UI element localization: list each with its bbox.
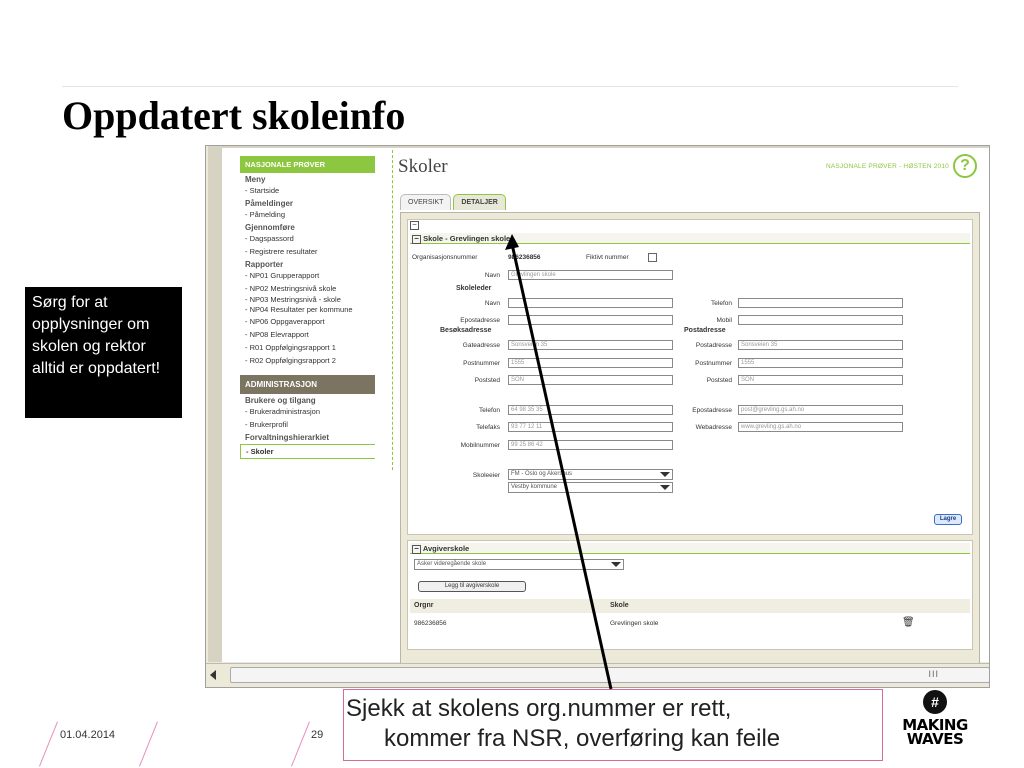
nav-item-np06[interactable]: - NP06 Oppgaverapport [245,317,325,326]
legg-til-avgiverskole-button[interactable]: Legg til avgiverskole [418,581,526,592]
webadresse-field[interactable]: www.grevling.gs.ah.no [738,422,903,432]
logo-ball-icon: # [923,690,947,714]
besoksadresse-heading: Besøksadresse [440,327,492,334]
nav-item-skoler[interactable]: - Skoler [240,444,375,459]
making-waves-logo [900,690,970,760]
callout-box: Sørg for at opplysninger om skolen og rektor alltid er oppdatert! [25,287,182,418]
postnummer2-field[interactable]: 1555 [738,358,903,368]
nav-item-brukerprofil[interactable]: - Brukerprofil [245,420,288,429]
telefon-label: Telefon [479,407,500,414]
page-title: Skoler [398,156,448,177]
telefaks-field[interactable]: 93 77 12 11 [508,422,673,432]
collapse-all-icon[interactable]: − [410,221,419,230]
postnummer2-label: Postnummer [695,360,732,367]
arrow-head [505,234,519,250]
row-orgnr: 986236856 [414,620,447,627]
skoleeier-select-2-value: Vestby kommune [511,484,558,490]
telefaks-label: Telefaks [476,424,500,431]
nav-item-np03[interactable]: - NP03 Mestringsnivå - skole [245,295,341,304]
school-section-title: Skole - Grevlingen skole [423,234,511,243]
nav-item-r02[interactable]: - R02 Oppfølgingsrapport 2 [245,356,336,365]
col-skole: Skole [610,602,629,609]
leder-navn-label: Navn [484,300,500,307]
scrollbar-grip: III [928,669,939,679]
telefon-field[interactable]: 64 98 35 35 [508,405,673,415]
nav-item-dagspassord[interactable]: - Dagspassord [245,234,294,243]
nav-item-startside[interactable]: - Startside [245,186,280,195]
mobilnummer-field[interactable]: 99 25 86 42 [508,440,673,450]
nav-section-rapporter: Rapporter [245,260,284,269]
org-value: 986236856 [508,254,541,261]
nav-section-pameldinger: Påmeldinger [245,199,294,208]
postnummer-label: Postnummer [463,360,500,367]
lagre-button[interactable]: Lagre [934,514,962,525]
skoleleder-heading: Skoleleder [456,285,492,292]
avgiver-select-value: Asker videregående skole [417,561,487,567]
leder-epost-label: Epostadresse [460,317,500,324]
poststed-field[interactable]: SON [508,375,673,385]
nav-item-registrere-resultater[interactable]: - Registrere resultater [245,247,318,256]
nav-item-pamelding[interactable]: - Påmelding [245,210,286,219]
fiktivt-label: Fiktivt nummer [586,254,629,261]
period-label: NASJONALE PRØVER - HØSTEN 2010 [825,163,949,170]
skoleeier-select-1-value: FM - Oslo og Akershus [511,471,573,477]
postnummer-field[interactable]: 1555 [508,358,673,368]
help-icon[interactable]: ? [953,154,977,178]
slide-title: Oppdatert skoleinfo [62,93,406,138]
nav-item-np02[interactable]: - NP02 Mestringsnivå skole [245,284,337,293]
collapse-school-icon[interactable]: − [412,235,421,244]
col-orgnr: Orgnr [414,602,434,609]
epost2-label: Epostadresse [692,407,732,414]
nav-item-brukeradministrasjon[interactable]: - Brukeradministrasjon [245,407,321,416]
postadresse-field[interactable]: Sonsveien 35 [738,340,903,350]
poststed-label: Poststed [474,377,500,384]
poststed2-label: Poststed [706,377,732,384]
nav-admin-header[interactable]: ADMINISTRASJON [240,375,375,394]
navn-label: Navn [484,272,500,279]
tab-detaljer[interactable]: DETALJER [453,194,505,210]
logo-text: MAKING WAVES [902,716,968,748]
nav-header[interactable]: NASJONALE PRØVER [240,156,375,173]
footer-page-number: 29 [311,729,324,741]
nav-item-np08[interactable]: - NP08 Elevrapport [245,330,309,339]
nav-section-forvaltning: Forvaltningshierarkiet [245,433,330,442]
footer-date: 01.04.2014 [60,729,116,741]
tab-oversikt[interactable]: OVERSIKT [400,194,451,210]
skoleeier-label: Skoleeier [472,472,500,479]
webadresse-label: Webadresse [695,424,732,431]
poststed2-field[interactable]: SON [738,375,903,385]
collapse-avgiver-icon[interactable]: − [412,545,421,554]
gateadresse-label: Gateadresse [462,342,500,349]
nav-section-gjennomfore: Gjennomføre [245,223,295,232]
arrow-line [512,244,611,689]
avgiver-section-title: Avgiverskole [422,544,470,553]
nav-section-meny: Meny [245,175,266,184]
leder-mobil-label: Mobil [716,317,732,324]
postadresse-heading: Postadresse [684,327,726,334]
epost2-field[interactable]: post@grevling.gs.ah.no [738,405,903,415]
nav-item-np01[interactable]: - NP01 Grupperapport [245,271,320,280]
gateadresse-field[interactable]: Sonsveien 35 [508,340,673,350]
postadresse-label: Postadresse [695,342,732,349]
navn-field[interactable]: Grevlingen skole [508,270,673,280]
nav-section-brukere: Brukere og tilgang [245,396,316,405]
nav-item-r01[interactable]: - R01 Oppfølgingsrapport 1 [245,343,336,352]
trash-icon[interactable]: 🗑 [902,617,915,628]
leder-telefon-label: Telefon [711,300,732,307]
nav-item-np04[interactable]: - NP04 Resultater per kommune [245,305,353,314]
org-label: Organisasjonsnummer [412,254,478,261]
row-skole: Grevlingen skole [610,620,659,627]
note-line-2: kommer fra NSR, overføring kan feile [384,725,781,752]
mobilnummer-label: Mobilnummer [460,442,500,449]
note-line-1: Sjekk at skolens org.nummer er rett, [346,695,732,722]
